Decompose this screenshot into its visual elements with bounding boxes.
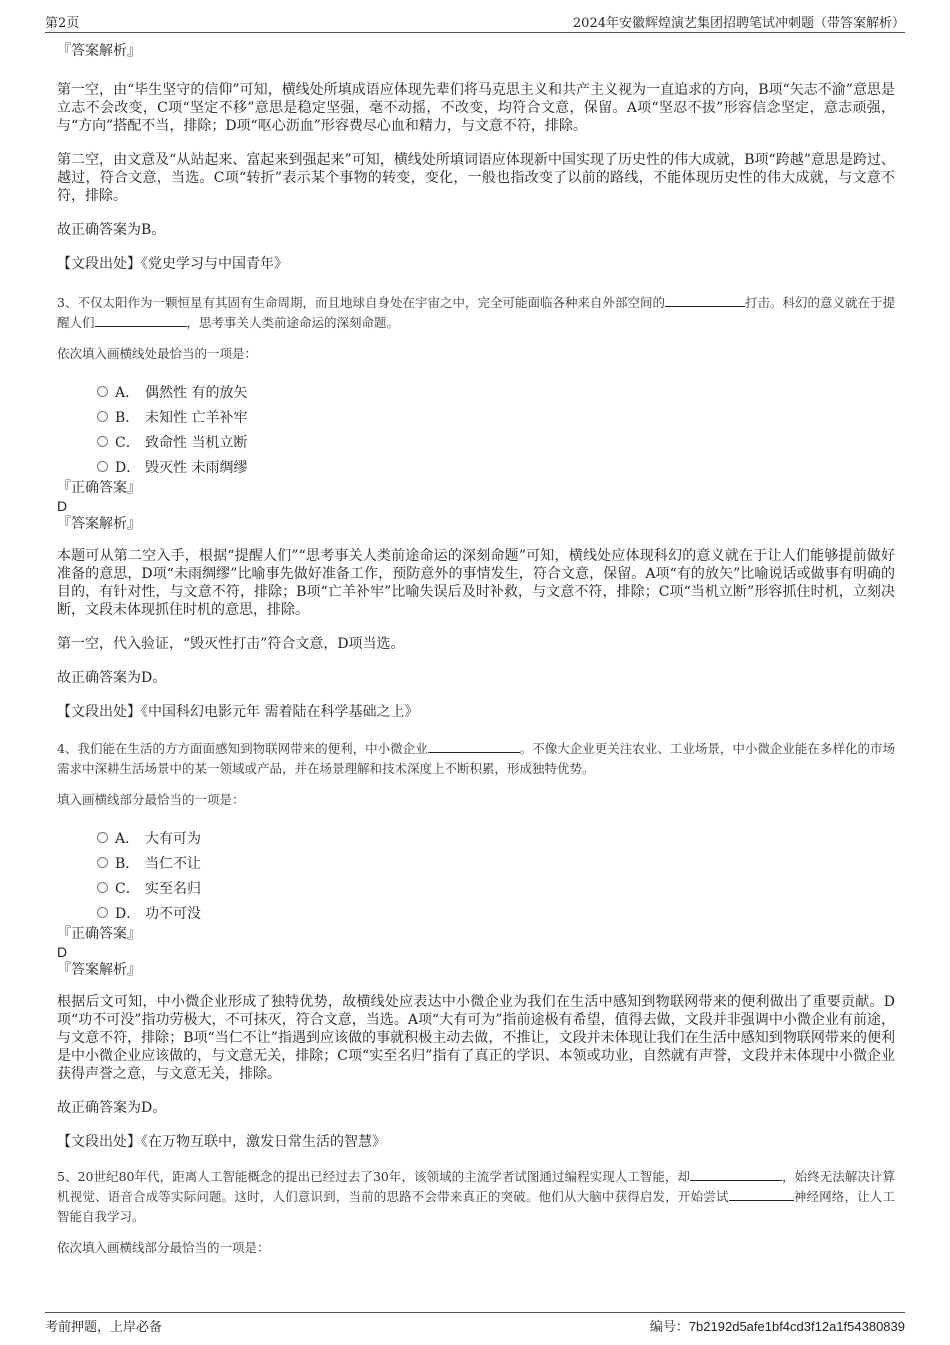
q4-stem: 4、我们能在生活的方方面面感知到物联网带来的便利，中小微企业 。不像大企业更关注农业、工业场景，中小微企业能在多样化的市场需求中深耕生活场景中的某一领域或产品，并在场景理解和技术深度上不断积累，形成独特优势。	[57, 741, 895, 776]
q4-option-a[interactable]: A． 大有可为	[57, 825, 895, 850]
q2-conclusion: 故正确答案为B。	[57, 222, 166, 238]
q5-stem: 5、20世纪80年代，距离人工智能概念的提出已经过去了30年，该领域的主流学者试图通过编程实现人工智能，却 ，始终无法解决计算机视觉、语音合成等实际问题。这时，人们意识到，当前的思路不会带来真正的突破。他们从大脑中获得启发，开始尝试 神经网络，让人工智能自我学习。	[57, 1169, 895, 1224]
radio-button[interactable]	[97, 832, 108, 843]
q3-option-d[interactable]: D． 毁灭性 未雨绸缪	[57, 454, 895, 479]
q3-option-c[interactable]: C． 致命性 当机立断	[57, 429, 895, 454]
q5-blank-1	[690, 1168, 782, 1181]
q4-source: 【文段出处】《在万物互联中，激发日常生活的智慧》	[57, 1134, 386, 1150]
q4-option-b[interactable]: B． 当仁不让	[57, 850, 895, 875]
q2-analysis-para-2: 第二空，由文意及“从站起来、富起来到强起来”可知，横线处所填词语应体现新中国实现了历史性的伟大成就，B项“跨越”意思是跨过、越过，符合文意，当选。C项“转折”表示某个事物的转变，变化，一般也指改变了以前的路线，不能体现历史性的伟大成就，与文意不符，排除。	[57, 152, 895, 204]
page-header	[45, 10, 905, 33]
radio-button[interactable]	[97, 461, 108, 472]
q3-answer: D	[57, 498, 68, 514]
q3-correct-tag: 『正确答案』	[57, 480, 141, 496]
q4-prompt: 填入画横线部分最恰当的一项是：	[57, 792, 245, 807]
q4-options	[57, 825, 895, 925]
q4-option-c[interactable]: C． 实至名归	[57, 875, 895, 900]
q2-analysis-para-1: 第一空，由“毕生坚守的信仰”可知，横线处所填成语应体现先辈们将马克思主义和共产主义视为一直追求的方向，B项“矢志不渝”意思是立志不会改变，C项“坚定不移”意思是稳定坚强，毫不动摇，不改变，均符合文意，保留。A项“坚忍不拔”形容信念坚定，意志顽强，与“方向”搭配不当，排除；D项“呕心沥血”形容费尽心血和精力，与文意不符，排除。	[57, 82, 895, 134]
document-id: 编号：7b2192d5afe1bf4cd3f12a1f54380839	[649, 1319, 905, 1334]
q4-correct-tag: 『正确答案』	[57, 926, 141, 942]
radio-button[interactable]	[97, 436, 108, 447]
q3-option-b[interactable]: B． 未知性 亡羊补牢	[57, 404, 895, 429]
page-footer	[45, 1312, 905, 1335]
q3-analysis-para-2: 第一空，代入验证，“毁灭性打击”符合文意，D项当选。	[57, 636, 405, 652]
document-body	[57, 42, 895, 1257]
radio-button[interactable]	[97, 386, 108, 397]
q4-analysis-tag: 『答案解析』	[57, 962, 141, 978]
q2-source: 【文段出处】《党史学习与中国青年》	[57, 256, 288, 272]
q3-options	[57, 379, 895, 479]
q3-analysis-para-1: 本题可从第二空入手，根据“提醒人们”“思考事关人类前途命运的深刻命题”可知，横线处应体现科幻的意义就在于让人们能够提前做好准备的意思，D项“未雨绸缪”比喻事先做好准备工作，预防意外的事情发生，符合文意，保留。A项“有的放矢”比喻说话或做事有明确的目的，有针对性，与文意不符，排除；B项“亡羊补牢”比喻失误后及时补救，与文意不符，排除；C项“当机立断”形容抓住时机，立刻决断，文段未体现抓住时机的意思，排除。	[57, 548, 895, 618]
q2-analysis-tag: 『答案解析』	[57, 43, 141, 59]
footer-slogan: 考前押题，上岸必备	[45, 1320, 163, 1335]
q3-stem: 3、不仅太阳作为一颗恒星有其固有生命周期，而且地球自身处在宇宙之中，完全可能面临各种来自外部空间的 打击。科幻的意义就在于提醒人们 ，思考事关人类前途命运的深刻命题。	[57, 295, 895, 330]
radio-button[interactable]	[97, 882, 108, 893]
q3-analysis-tag: 『答案解析』	[57, 516, 141, 532]
q4-answer: D	[57, 944, 68, 960]
q4-option-d[interactable]: D． 功不可没	[57, 900, 895, 925]
document-title: 2024年安徽辉煌演艺集团招聘笔试冲刺题（带答案解析）	[572, 16, 905, 31]
radio-button[interactable]	[97, 857, 108, 868]
q3-prompt: 依次填入画横线处最恰当的一项是：	[57, 346, 258, 361]
radio-button[interactable]	[97, 411, 108, 422]
radio-button[interactable]	[97, 907, 108, 918]
page-number: 第2页	[45, 16, 80, 31]
q4-conclusion: 故正确答案为D。	[57, 1100, 167, 1116]
q4-blank	[428, 740, 520, 753]
q5-prompt: 依次填入画横线部分最恰当的一项是：	[57, 1240, 270, 1255]
q5-blank-2	[729, 1188, 794, 1201]
q3-option-a[interactable]: A． 偶然性 有的放矢	[57, 379, 895, 404]
q3-conclusion: 故正确答案为D。	[57, 670, 167, 686]
q3-source: 【文段出处】《中国科幻电影元年 需着陆在科学基础之上》	[57, 704, 419, 720]
q3-blank-2	[95, 314, 187, 327]
q4-analysis-para-1: 根据后文可知，中小微企业形成了独特优势，故横线处应表达中小微企业为我们在生活中感知到物联网带来的便利做出了重要贡献。D项“功不可没”指功劳极大，不可抹灭，符合文意，当选。A项“大有可为”指前途极有希望，值得去做，文段并非强调中小微企业有前途，与文意不符，排除；B项“当仁不让”指遇到应该做的事就积极主动去做，不推让，文段并未体现让我们在生活中感知到物联网带来的便利是中小微企业应该做的，与文意无关，排除；C项“实至名归”指有了真正的学识、本领或功业，自然就有声誉，文段并未体现中小微企业获得声誉之意，与文意无关，排除。	[57, 994, 895, 1082]
q3-blank-1	[665, 294, 745, 307]
